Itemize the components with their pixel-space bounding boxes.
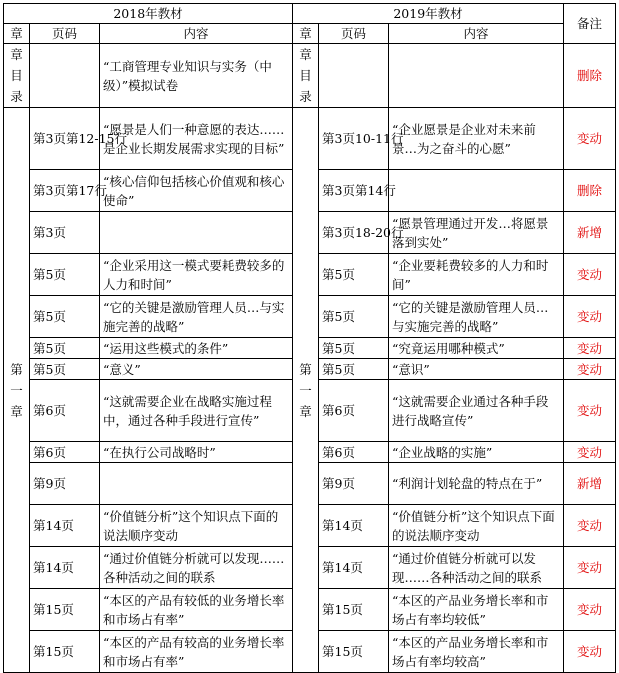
remark: 变动 (564, 359, 616, 380)
remark: 变动 (564, 505, 616, 547)
content-2018: “企业采用这一模式要耗费较多的人力和时间” (100, 254, 293, 296)
remark: 变动 (564, 547, 616, 589)
page-2018: 第3页第12-15行 (30, 108, 100, 170)
content-2018: “通过价值链分析就可以发现……各种活动之间的联系 (100, 547, 293, 589)
content-2019: “它的关键是激励管理人员…与实施完善的战略” (389, 296, 564, 338)
content-2019: “本区的产品业务增长率和市场占有率均较低” (389, 589, 564, 631)
header-2019: 2019年教材 (293, 4, 564, 24)
chapter-label-char: 一 (299, 382, 312, 398)
content-2019: “这就需要企业通过各种手段进行战略宣传” (389, 380, 564, 442)
page-2019: 第14页 (319, 505, 389, 547)
page-2018: 第6页 (30, 442, 100, 463)
header-content-2018: 内容 (100, 24, 293, 44)
content-2018: “运用这些模式的条件” (100, 338, 293, 359)
remark: 新增 (564, 212, 616, 254)
toc-label-char: 目 (299, 68, 312, 83)
content-2019: “究竟运用哪种模式” (389, 338, 564, 359)
toc-label-char: 录 (299, 89, 312, 104)
content-2018 (100, 212, 293, 254)
page-2019: 第5页 (319, 254, 389, 296)
content-2018: “意义” (100, 359, 293, 380)
header-row-columns (4, 24, 616, 44)
toc-chapter-2019 (293, 44, 319, 108)
toc-chapter-2018 (4, 44, 30, 108)
page-2019: 第6页 (319, 380, 389, 442)
chapter-label-char: 第 (299, 361, 312, 377)
page-2018: 第5页 (30, 296, 100, 338)
content-2019: “本区的产品业务增长率和市场占有率均较高” (389, 631, 564, 673)
page-2019: 第6页 (319, 442, 389, 463)
remark: 变动 (564, 631, 616, 673)
content-2018: “本区的产品有较高的业务增长率和市场占有率” (100, 631, 293, 673)
chapter-label-char: 一 (10, 382, 23, 398)
header-chapter-2018: 章 (4, 24, 30, 44)
page-2019: 第9页 (319, 463, 389, 505)
page-2018: 第3页第17行 (30, 170, 100, 212)
content-2019 (389, 170, 564, 212)
remark: 变动 (564, 296, 616, 338)
toc-label-char: 章 (299, 47, 312, 62)
toc-label-char: 章 (10, 47, 23, 62)
content-2018 (100, 463, 293, 505)
content-2018: “愿景是人们一种意愿的表达……是企业长期发展需求实现的目标” (100, 108, 293, 170)
page-2019: 第5页 (319, 338, 389, 359)
content-2018: “核心信仰包括核心价值观和核心使命” (100, 170, 293, 212)
content-2019: “企业战略的实施” (389, 442, 564, 463)
remark: 变动 (564, 442, 616, 463)
remark: 新增 (564, 463, 616, 505)
page-2018: 第3页 (30, 212, 100, 254)
page-2019: 第15页 (319, 631, 389, 673)
chapter-label-char: 第 (10, 361, 23, 377)
content-2019: “企业要耗费较多的人力和时间” (389, 254, 564, 296)
content-2019: “利润计划轮盘的特点在于” (389, 463, 564, 505)
content-2018: “价值链分析”这个知识点下面的说法顺序变动 (100, 505, 293, 547)
toc-page-2019 (319, 44, 389, 108)
page-2019: 第3页10-11行 (319, 108, 389, 170)
header-page-2018: 页码 (30, 24, 100, 44)
toc-label-char: 录 (10, 89, 23, 104)
page-2019: 第3页第14行 (319, 170, 389, 212)
chapter-label-char: 章 (10, 403, 23, 419)
content-2019: “意识” (389, 359, 564, 380)
toc-row (4, 44, 616, 108)
content-2019: “企业愿景是企业对未来前景…为之奋斗的心愿” (389, 108, 564, 170)
chapter-label-char: 章 (299, 403, 312, 419)
toc-page-2018 (30, 44, 100, 108)
page-2018: 第6页 (30, 380, 100, 442)
header-row-years (4, 4, 616, 24)
content-2018: “这就需要企业在战略实施过程中，通过各种手段进行宣传” (100, 380, 293, 442)
page-2018: 第9页 (30, 463, 100, 505)
toc-label-char: 目 (10, 68, 23, 83)
page-2018: 第5页 (30, 338, 100, 359)
toc-content-2018: “工商管理专业知识与实务（中级）”模拟试卷 (100, 44, 293, 108)
header-2018: 2018年教材 (4, 4, 293, 24)
toc-remark: 删除 (564, 44, 616, 108)
page-2019: 第14页 (319, 547, 389, 589)
remark: 删除 (564, 170, 616, 212)
header-content-2019: 内容 (389, 24, 564, 44)
content-2018: “它的关键是激励管理人员…与实施完善的战略” (100, 296, 293, 338)
content-2019: “愿景管理通过开发…将愿景落到实处” (389, 212, 564, 254)
page-2019: 第5页 (319, 296, 389, 338)
page-2018: 第15页 (30, 631, 100, 673)
page-2019: 第15页 (319, 589, 389, 631)
remark: 变动 (564, 338, 616, 359)
chapter-label-2019 (293, 108, 319, 673)
table-row (4, 108, 616, 170)
header-page-2019: 页码 (319, 24, 389, 44)
header-remarks: 备注 (564, 4, 616, 44)
header-chapter-2019: 章 (293, 24, 319, 44)
page-2018: 第5页 (30, 254, 100, 296)
comparison-table (3, 3, 616, 673)
remark: 变动 (564, 108, 616, 170)
page-2019: 第5页 (319, 359, 389, 380)
comparison-document (3, 3, 616, 673)
remark: 变动 (564, 254, 616, 296)
page-2019: 第3页18-20行 (319, 212, 389, 254)
content-2019: “价值链分析”这个知识点下面的说法顺序变动 (389, 505, 564, 547)
content-2018: “本区的产品有较低的业务增长率和市场占有率” (100, 589, 293, 631)
remark: 变动 (564, 380, 616, 442)
content-2019: “通过价值链分析就可以发现……各种活动之间的联系 (389, 547, 564, 589)
page-2018: 第15页 (30, 589, 100, 631)
chapter-label-2018 (4, 108, 30, 673)
remark: 变动 (564, 589, 616, 631)
content-2018: “在执行公司战略时” (100, 442, 293, 463)
page-2018: 第5页 (30, 359, 100, 380)
page-2018: 第14页 (30, 547, 100, 589)
page-2018: 第14页 (30, 505, 100, 547)
toc-content-2019 (389, 44, 564, 108)
